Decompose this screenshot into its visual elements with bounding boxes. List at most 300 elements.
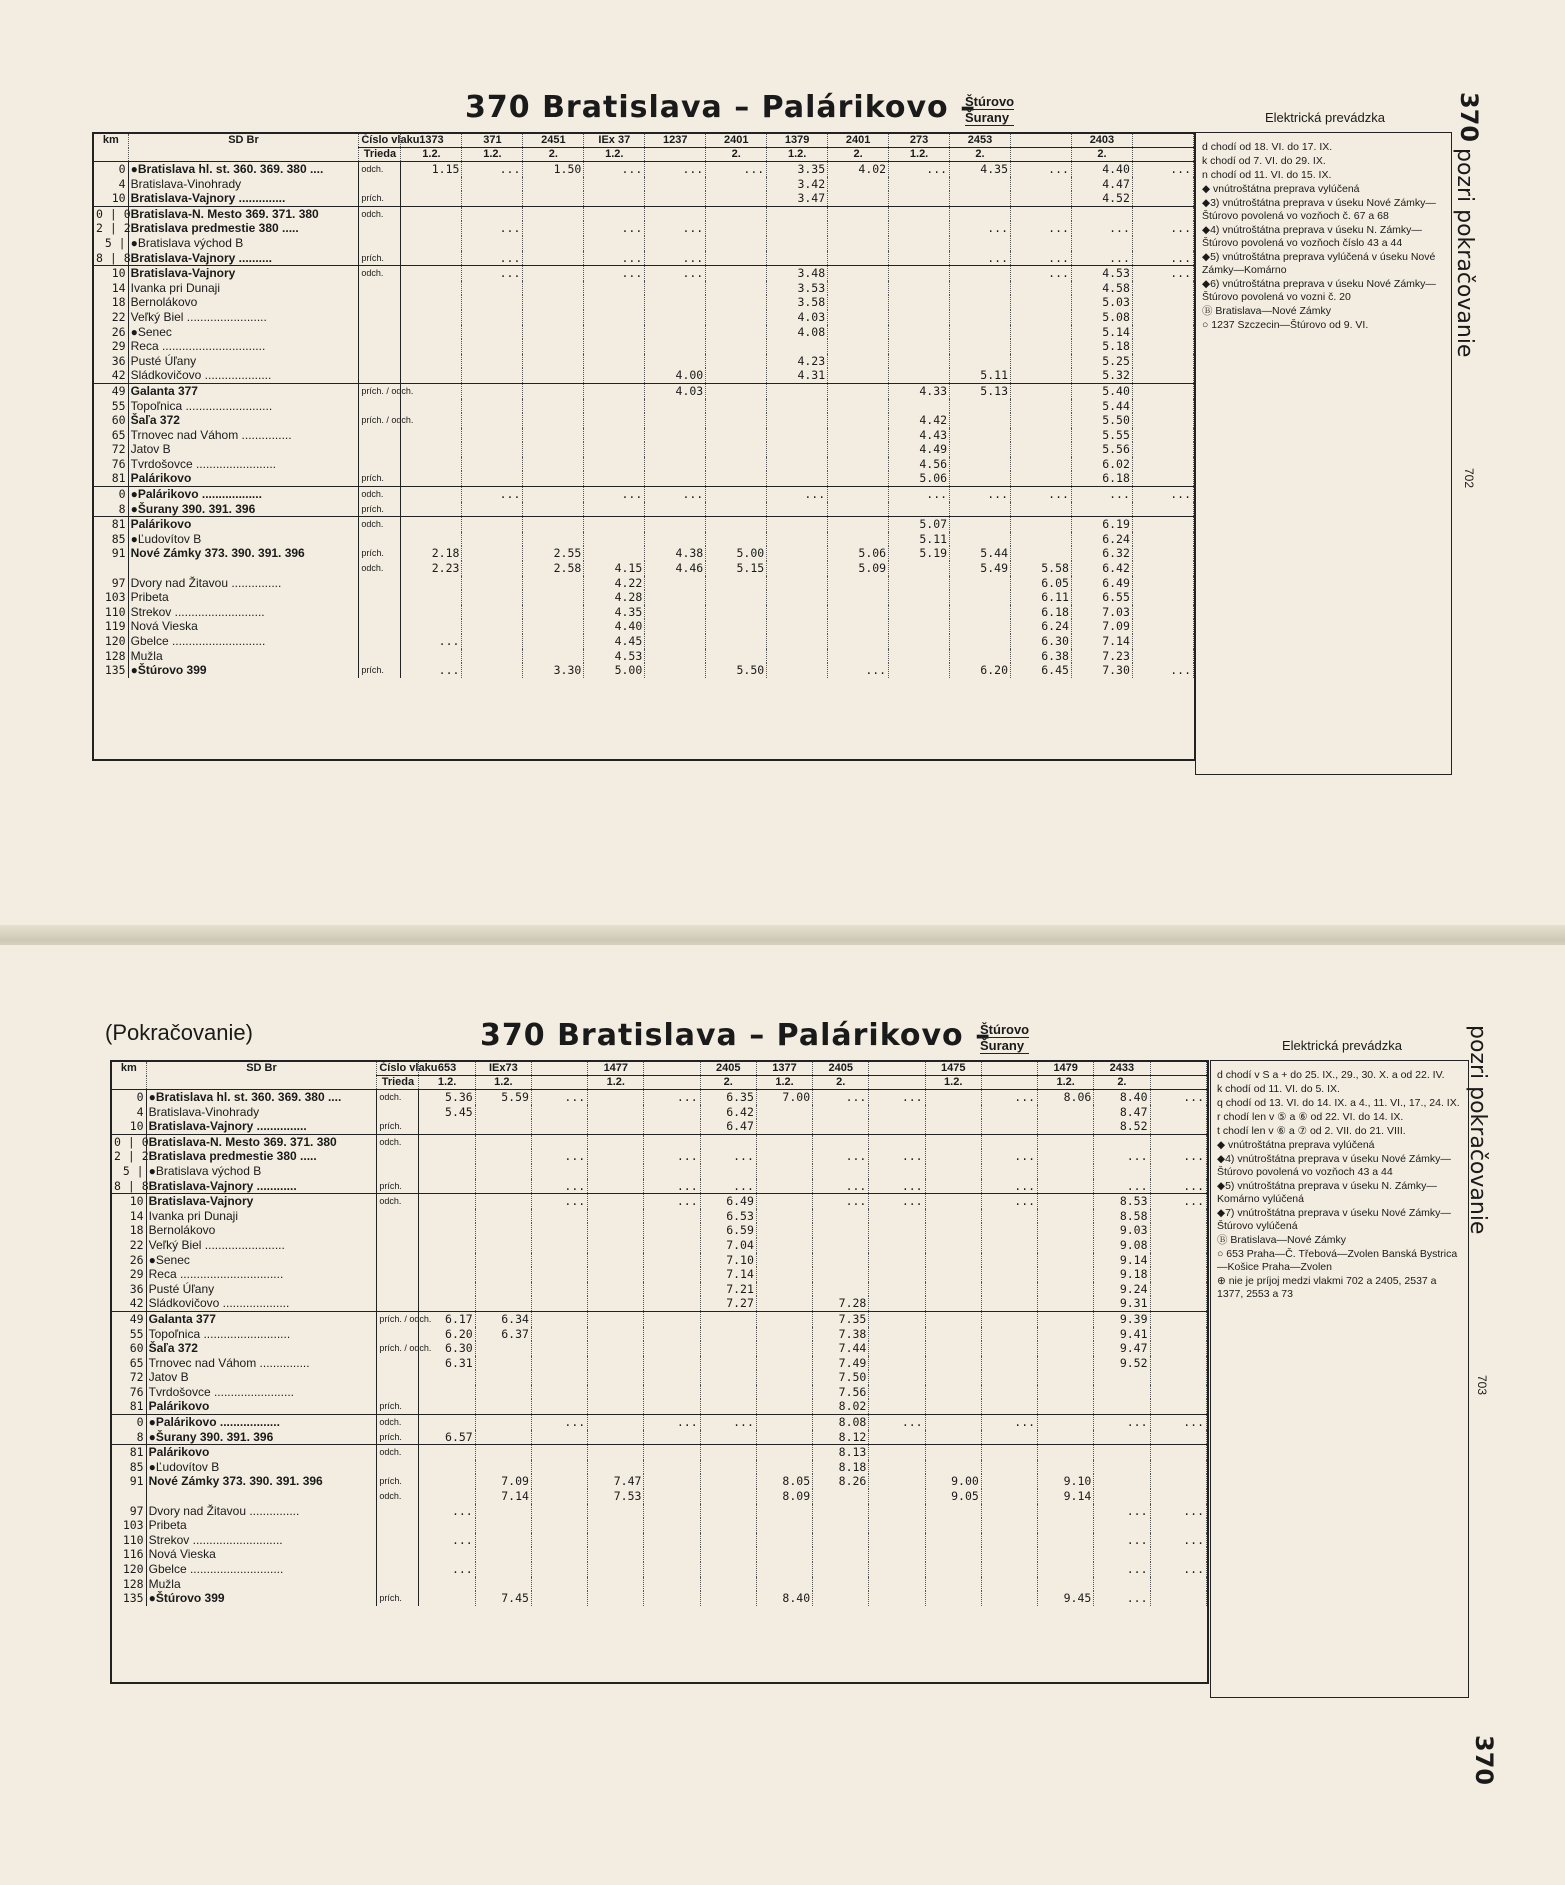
time-cell — [925, 1356, 981, 1371]
time-cell — [588, 1591, 644, 1606]
km-cell: 42 — [94, 368, 128, 383]
time-cell — [925, 1370, 981, 1385]
time-cell — [889, 605, 950, 620]
time-cell — [1011, 236, 1072, 251]
time-cell — [756, 1504, 812, 1519]
time-cell — [1038, 1253, 1094, 1268]
km-cell: 81 — [112, 1445, 146, 1460]
time-cell: 3.42 — [767, 177, 828, 192]
time-cell — [475, 1164, 531, 1179]
time-cell — [419, 1238, 475, 1253]
timetable-grid — [94, 134, 1194, 678]
km-cell: 135 — [94, 663, 128, 678]
table-row — [112, 1327, 1207, 1342]
time-cell — [584, 191, 645, 206]
time-cell — [869, 1327, 925, 1342]
table-row — [112, 1356, 1207, 1371]
station-name: ●Senec — [146, 1253, 377, 1268]
station-name: ●Štúrovo 399 — [128, 663, 359, 678]
time-cell — [523, 251, 584, 266]
time-cell — [401, 502, 462, 517]
time-cell — [644, 1504, 700, 1519]
train-class: 2. — [813, 1076, 869, 1090]
time-cell: 9.18 — [1094, 1267, 1150, 1282]
time-cell: 7.53 — [588, 1489, 644, 1504]
time-cell — [925, 1119, 981, 1134]
time-cell: 3.58 — [767, 295, 828, 310]
time-cell: 5.11 — [889, 532, 950, 547]
time-cell — [869, 1385, 925, 1400]
time-cell — [1038, 1194, 1094, 1209]
arr-dep-label: prích. — [359, 663, 401, 678]
time-cell — [531, 1267, 587, 1282]
time-cell: 7.04 — [700, 1238, 756, 1253]
time-cell — [584, 442, 645, 457]
time-cell: 4.53 — [584, 649, 645, 664]
time-cell — [523, 413, 584, 428]
station-name: Reca ............................... — [128, 339, 359, 354]
time-cell: 7.27 — [700, 1296, 756, 1311]
time-cell — [584, 354, 645, 369]
time-cell — [981, 1267, 1037, 1282]
time-cell — [401, 354, 462, 369]
timetable-grid — [112, 1062, 1207, 1606]
time-cell — [401, 177, 462, 192]
time-cell — [1038, 1179, 1094, 1194]
footnote: ◆3) vnútroštátna preprava v úseku Nové Zámky—Štúrovo povolená vo vozňoch č. 67 a 68 — [1202, 197, 1436, 222]
time-cell — [588, 1327, 644, 1342]
arr-dep-label — [377, 1253, 419, 1268]
km-cell: 36 — [112, 1282, 146, 1297]
km-cell: 8 — [94, 502, 128, 517]
time-cell — [1132, 457, 1193, 472]
time-cell — [700, 1518, 756, 1533]
time-cell — [475, 1518, 531, 1533]
time-cell — [869, 1370, 925, 1385]
time-cell — [700, 1591, 756, 1606]
time-cell: ... — [531, 1179, 587, 1194]
time-cell: 6.11 — [1011, 590, 1072, 605]
train-number: IEx 37 — [584, 134, 645, 148]
time-cell: 4.35 — [950, 162, 1011, 177]
time-cell: 5.14 — [1071, 325, 1132, 340]
footnote: ◆6) vnútroštátna preprava v úseku Nové Zámky—Štúrovo povolená vo vozni č. 20 — [1202, 278, 1436, 303]
time-cell: 6.49 — [1071, 576, 1132, 591]
time-cell — [644, 1547, 700, 1562]
time-cell — [925, 1341, 981, 1356]
time-cell — [706, 605, 767, 620]
time-cell — [588, 1356, 644, 1371]
station-name: Ivanka pri Dunaji — [146, 1209, 377, 1224]
table-row — [112, 1385, 1207, 1400]
time-cell: ... — [1094, 1562, 1150, 1577]
time-cell — [1132, 399, 1193, 414]
time-cell: 6.20 — [419, 1327, 475, 1342]
time-cell — [950, 325, 1011, 340]
time-cell — [462, 177, 523, 192]
time-cell — [869, 1105, 925, 1120]
time-cell: 7.50 — [813, 1370, 869, 1385]
station-name: Bratislava-Vajnory .............. — [128, 191, 359, 206]
time-cell — [1132, 368, 1193, 383]
time-cell — [1150, 1370, 1206, 1385]
arr-dep-label — [377, 1356, 419, 1371]
train-class: 2. — [523, 148, 584, 162]
time-cell — [1132, 236, 1193, 251]
time-cell — [401, 325, 462, 340]
km-cell: 29 — [112, 1267, 146, 1282]
time-cell — [981, 1430, 1037, 1445]
arr-dep-label — [377, 1518, 419, 1533]
time-cell — [1150, 1474, 1206, 1489]
time-cell — [1038, 1562, 1094, 1577]
time-cell — [584, 428, 645, 443]
arr-dep-label — [359, 442, 401, 457]
km-cell: 135 — [112, 1591, 146, 1606]
timetable — [92, 132, 1196, 761]
time-cell — [925, 1238, 981, 1253]
time-cell: ... — [1071, 487, 1132, 502]
arr-dep-label — [377, 1547, 419, 1562]
time-cell: ... — [700, 1149, 756, 1164]
train-class — [869, 1076, 925, 1090]
time-cell — [1150, 1327, 1206, 1342]
time-cell: ... — [813, 1149, 869, 1164]
time-cell — [828, 502, 889, 517]
time-cell — [401, 619, 462, 634]
time-cell — [645, 428, 706, 443]
time-cell — [588, 1518, 644, 1533]
arr-dep-label: odch. — [377, 1415, 419, 1430]
km-cell: 0 — [112, 1415, 146, 1430]
time-cell — [1038, 1415, 1094, 1430]
station-name: Palárikovo — [146, 1399, 377, 1414]
train-class: 1.2. — [584, 148, 645, 162]
time-cell — [981, 1474, 1037, 1489]
time-cell — [869, 1267, 925, 1282]
electric-note: Elektrická prevádzka — [1282, 1038, 1402, 1053]
time-cell — [869, 1341, 925, 1356]
arr-dep-label: prích. — [377, 1179, 419, 1194]
arr-dep-label — [377, 1327, 419, 1342]
time-cell: 9.45 — [1038, 1591, 1094, 1606]
corner-number: 370 — [1470, 1735, 1498, 1786]
time-cell: ... — [1071, 251, 1132, 266]
time-cell: ... — [584, 266, 645, 281]
time-cell — [1038, 1341, 1094, 1356]
time-cell — [584, 532, 645, 547]
station-name: Bratislava-Vajnory — [128, 266, 359, 281]
km-cell: 81 — [112, 1399, 146, 1414]
time-cell — [462, 502, 523, 517]
time-cell — [889, 191, 950, 206]
time-cell — [462, 191, 523, 206]
time-cell: 7.44 — [813, 1341, 869, 1356]
time-cell — [950, 605, 1011, 620]
time-cell: 8.40 — [756, 1591, 812, 1606]
train-class: 2. — [828, 148, 889, 162]
table-row — [94, 221, 1194, 236]
time-cell — [462, 619, 523, 634]
station-name: Gbelce ............................ — [128, 634, 359, 649]
time-cell — [950, 236, 1011, 251]
train-number: 1477 — [588, 1062, 644, 1076]
station-name: Nové Zámky 373. 390. 391. 396 — [146, 1474, 377, 1489]
time-cell — [767, 251, 828, 266]
time-cell: 6.49 — [700, 1194, 756, 1209]
time-cell — [1150, 1577, 1206, 1592]
time-cell — [706, 517, 767, 532]
time-cell: ... — [1150, 1149, 1206, 1164]
time-cell — [645, 442, 706, 457]
time-cell: 7.21 — [700, 1282, 756, 1297]
station-name: Dvory nad Žitavou ............... — [128, 576, 359, 591]
time-cell — [588, 1149, 644, 1164]
time-cell — [644, 1385, 700, 1400]
time-cell — [869, 1134, 925, 1149]
time-cell — [1132, 354, 1193, 369]
train-class: 1.2. — [925, 1076, 981, 1090]
station-name: Pusté Úľany — [128, 354, 359, 369]
table-row — [112, 1090, 1207, 1105]
train-class — [644, 1076, 700, 1090]
time-cell — [588, 1238, 644, 1253]
route-alt-surany: Šurany — [965, 110, 1014, 126]
time-cell — [419, 1179, 475, 1194]
time-cell — [475, 1445, 531, 1460]
time-cell: 8.18 — [813, 1460, 869, 1475]
time-cell: ... — [700, 1179, 756, 1194]
time-cell — [767, 457, 828, 472]
time-cell: 4.42 — [889, 413, 950, 428]
arr-dep-label — [377, 1460, 419, 1475]
arr-dep-label — [377, 1385, 419, 1400]
table-row — [94, 191, 1194, 206]
table-row — [94, 561, 1194, 576]
time-cell — [1150, 1460, 1206, 1475]
time-cell — [950, 339, 1011, 354]
time-cell: 6.34 — [475, 1311, 531, 1326]
time-cell — [1150, 1253, 1206, 1268]
time-cell — [700, 1370, 756, 1385]
time-cell: 9.10 — [1038, 1474, 1094, 1489]
station-name: Pribeta — [146, 1518, 377, 1533]
time-cell — [813, 1119, 869, 1134]
time-cell — [645, 354, 706, 369]
time-cell — [925, 1149, 981, 1164]
train-class: 2. — [1071, 148, 1132, 162]
time-cell — [828, 266, 889, 281]
train-number: 1373 — [401, 134, 462, 148]
time-cell — [828, 576, 889, 591]
time-cell — [700, 1533, 756, 1548]
time-cell — [828, 619, 889, 634]
time-cell — [869, 1119, 925, 1134]
time-cell: 2.23 — [401, 561, 462, 576]
time-cell — [925, 1385, 981, 1400]
time-cell — [706, 310, 767, 325]
time-cell — [756, 1460, 812, 1475]
time-cell — [1011, 295, 1072, 310]
footnote: q chodí od 13. VI. do 14. IX. a 4., 11. VI., 17., 24. IX. — [1217, 1097, 1460, 1109]
table-row — [112, 1460, 1207, 1475]
time-cell — [756, 1223, 812, 1238]
time-cell: 9.41 — [1094, 1327, 1150, 1342]
time-cell — [889, 590, 950, 605]
time-cell — [925, 1134, 981, 1149]
time-cell: ... — [869, 1149, 925, 1164]
time-cell — [950, 634, 1011, 649]
train-number: 2451 — [523, 134, 584, 148]
time-cell — [645, 663, 706, 678]
time-cell — [401, 487, 462, 502]
time-cell — [588, 1267, 644, 1282]
time-cell — [813, 1267, 869, 1282]
time-cell: 6.05 — [1011, 576, 1072, 591]
time-cell — [1094, 1399, 1150, 1414]
time-cell: 4.38 — [645, 546, 706, 561]
time-cell — [869, 1445, 925, 1460]
arr-dep-label — [359, 177, 401, 192]
time-cell: 4.53 — [1071, 266, 1132, 281]
time-cell — [1011, 339, 1072, 354]
time-cell — [981, 1591, 1037, 1606]
time-cell — [1132, 177, 1193, 192]
time-cell — [813, 1164, 869, 1179]
time-cell: 6.55 — [1071, 590, 1132, 605]
time-cell — [523, 649, 584, 664]
km-cell: 103 — [112, 1518, 146, 1533]
time-cell: 9.03 — [1094, 1223, 1150, 1238]
footnote: ◆5) vnútroštátna preprava v úseku N. Zámky—Komárno vylúčená — [1217, 1180, 1437, 1205]
time-cell — [401, 281, 462, 296]
time-cell — [462, 206, 523, 221]
train-number: 2401 — [706, 134, 767, 148]
time-cell — [1150, 1119, 1206, 1134]
time-cell — [588, 1164, 644, 1179]
arr-dep-label — [359, 310, 401, 325]
arr-dep-label — [359, 236, 401, 251]
time-cell — [531, 1238, 587, 1253]
table-row — [112, 1311, 1207, 1326]
station-name: Topoľnica .......................... — [146, 1327, 377, 1342]
time-cell — [1150, 1385, 1206, 1400]
time-cell — [523, 310, 584, 325]
time-cell — [756, 1105, 812, 1120]
time-cell — [401, 442, 462, 457]
time-cell — [925, 1399, 981, 1414]
time-cell: 9.47 — [1094, 1341, 1150, 1356]
arr-dep-label: prích. — [377, 1399, 419, 1414]
time-cell: 7.10 — [700, 1253, 756, 1268]
station-name: Bratislava predmestie 380 ..... — [128, 221, 359, 236]
km-cell: 14 — [94, 281, 128, 296]
time-cell: 6.20 — [950, 663, 1011, 678]
time-cell — [950, 281, 1011, 296]
table-row — [112, 1282, 1207, 1297]
train-number: 2453 — [950, 134, 1011, 148]
station-name: ●Palárikovo .................. — [146, 1415, 377, 1430]
time-cell — [644, 1223, 700, 1238]
station-name — [128, 561, 359, 576]
km-cell: 119 — [94, 619, 128, 634]
time-cell: ... — [531, 1194, 587, 1209]
km-cell: 55 — [112, 1327, 146, 1342]
time-cell — [523, 457, 584, 472]
time-cell: ... — [1094, 1591, 1150, 1606]
time-cell — [1011, 368, 1072, 383]
time-cell — [756, 1119, 812, 1134]
time-cell: 4.28 — [584, 590, 645, 605]
station-name: Bratislava-Vinohrady — [128, 177, 359, 192]
route-alt-sturovo: Štúrovo — [980, 1022, 1030, 1037]
time-cell — [401, 457, 462, 472]
time-cell — [950, 399, 1011, 414]
time-cell — [1150, 1445, 1206, 1460]
time-cell: 8.53 — [1094, 1194, 1150, 1209]
time-cell — [584, 310, 645, 325]
time-cell — [462, 310, 523, 325]
time-cell — [950, 191, 1011, 206]
time-cell — [700, 1474, 756, 1489]
time-cell: ... — [1094, 1504, 1150, 1519]
time-cell — [588, 1296, 644, 1311]
time-cell — [706, 339, 767, 354]
time-cell: ... — [1150, 1194, 1206, 1209]
train-number: 1377 — [756, 1062, 812, 1076]
time-cell: 7.14 — [700, 1267, 756, 1282]
time-cell — [523, 206, 584, 221]
time-cell — [828, 532, 889, 547]
arr-dep-label: odch. — [377, 1134, 419, 1149]
km-cell: 97 — [112, 1504, 146, 1519]
train-class — [645, 148, 706, 162]
time-cell — [889, 561, 950, 576]
time-cell — [584, 236, 645, 251]
time-cell: 9.24 — [1094, 1282, 1150, 1297]
time-cell — [813, 1282, 869, 1297]
time-cell — [1132, 471, 1193, 486]
time-cell — [700, 1164, 756, 1179]
time-cell: 5.32 — [1071, 368, 1132, 383]
time-cell — [756, 1370, 812, 1385]
time-cell — [1011, 399, 1072, 414]
time-cell — [700, 1356, 756, 1371]
time-cell — [1150, 1311, 1206, 1326]
time-cell — [475, 1341, 531, 1356]
time-cell — [588, 1179, 644, 1194]
time-cell — [1150, 1296, 1206, 1311]
station-name: Veľký Biel ........................ — [146, 1238, 377, 1253]
time-cell: ... — [584, 221, 645, 236]
time-cell — [925, 1547, 981, 1562]
time-cell — [889, 236, 950, 251]
time-cell: 7.14 — [1071, 634, 1132, 649]
time-cell — [531, 1460, 587, 1475]
time-cell — [588, 1430, 644, 1445]
time-cell: 6.30 — [1011, 634, 1072, 649]
time-cell — [1132, 576, 1193, 591]
time-cell — [981, 1341, 1037, 1356]
time-cell — [950, 354, 1011, 369]
time-cell: ... — [584, 162, 645, 177]
time-cell — [523, 634, 584, 649]
time-cell — [706, 634, 767, 649]
train-number — [1132, 134, 1193, 148]
train-class — [1150, 1076, 1206, 1090]
time-cell — [950, 576, 1011, 591]
table-row — [94, 354, 1194, 369]
